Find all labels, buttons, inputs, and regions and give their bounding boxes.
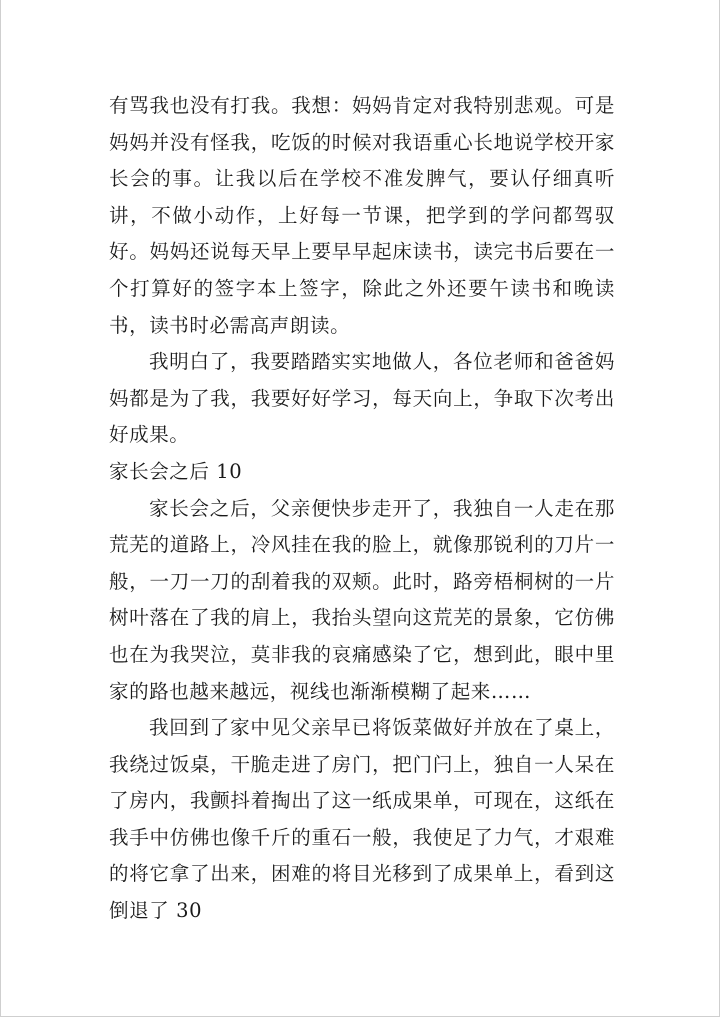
section-heading: 家长会之后 10 [109,459,243,483]
paragraph-continuation: 有骂我也没有打我。我想：妈妈肯定对我特别悲观。可是妈妈并没有怪我，吃饭的时候对我语重心长地说学校开家长会的事。让我以后在学校不准发脾气，要认仔细真听讲，不做小动作，上好每一节课，把学到的学问都驾驭好。妈妈还说每天早上要早早起床读书，读完书后要在一个打算好的签字本上签字，除此之外还要午读书和晚读书，读书时必需高声朗读。 [109,94,615,337]
document-body [109,88,615,930]
paragraph-resolution: 我明白了，我要踏踏实实地做人，各位老师和爸爸妈妈都是为了我，我要好好学习，每天向上，争取下次考出好成果。 [109,350,615,447]
paragraph-back-home: 我回到了家中见父亲早已将饭菜做好并放在了桌上，我绕过饭桌，干脆走进了房门，把门闩上，独自一人呆在了房内，我颤抖着掏出了这一纸成果单，可现在，这纸在我手中仿佛也像千斤的重石一般，我使足了力气，才艰难的将它拿了出来，困难的将目光移到了成果单上，看到这倒退了 30 [109,716,615,923]
paragraph-walk-home: 家长会之后，父亲便快步走开了，我独自一人走在那荒芜的道路上，冷风挂在我的脸上，就像那锐利的刀片一般，一刀一刀的刮着我的双颊。此时，路旁梧桐树的一片树叶落在了我的肩上，我抬头望向这荒芜的景象，它仿佛也在为我哭泣，莫非我的哀痛感染了它，想到此，眼中里家的路也越来越远，视线也渐渐模糊了起来…… [109,496,615,703]
